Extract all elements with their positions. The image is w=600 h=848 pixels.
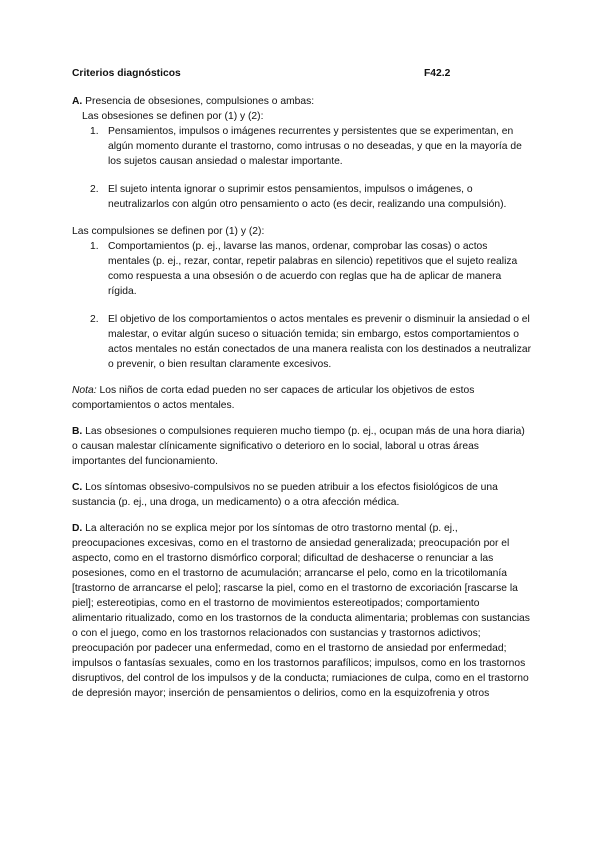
criterion-d-letter: D. — [72, 523, 83, 534]
compulsion-item-1 — [72, 239, 532, 299]
list-number: 2. — [90, 314, 99, 325]
document-page — [72, 60, 532, 701]
criteria-header — [72, 66, 532, 81]
page-title: Criterios diagnósticos — [72, 68, 181, 79]
list-item-text: El objetivo de los comportamientos o actos mentales es prevenir o disminuir la ansiedad o el malestar, o evitar algún suceso o situación temida; sin embargo, estos comportamientos o actos mentales no están conectados de una manera realista con los destinados a neutralizar o prevenir, o bien resultan claramente excesivos. — [108, 314, 532, 370]
list-item-text: Pensamientos, impulsos o imágenes recurrentes y persistentes que se experimentan, en algún momento durante el trastorno, como intrusas o no deseadas, y que en la mayoría de los sujetos causan ansiedad o malestar importante. — [108, 126, 522, 167]
criterion-c-text: Los síntomas obsesivo-compulsivos no se pueden atribuir a los efectos fisiológicos de una sustancia (p. ej., una droga, un medicamento) o a otra afección médica. — [72, 482, 498, 508]
criterion-d-text: La alteración no se explica mejor por los síntomas de otro trastorno mental (p. ej., preocupaciones excesivas, como en el trastorno de ansiedad generalizada; preocupación por el aspecto, como en el trastorno dismórfico corporal; dificultad de deshacerse o renunciar a las posesiones, como en el trastorno de acumulación; arrancarse el pelo, como en la tricotilomanía [trastorno de arrancarse el pelo]; rascarse la piel, como en el trastorno de excoriación [rascarse la piel]; estereotipias, como en el trastorno de movimientos estereotipados; comportamiento alimentario ritualizado, como en los trastornos de la conducta alimentaria; problemas con sustancias o con el juego, como en los trastornos relacionados con sustancias y trastornos adictivos; preocupación por padecer una enfermedad, como en el trastorno de ansiedad por enfermedad; impulsos o fantasías sexuales, como en los trastornos parafílicos; impulsos, como en los trastornos disruptivos, del control de los impulsos y de la conducta; rumiaciones de culpa, como en el trastorno de depresión mayor; inserción de pensamientos o delirios, como en la esquizofrenia y otros — [72, 523, 530, 699]
obsession-item-1 — [72, 124, 532, 169]
criterion-a-intro: Presencia de obsesiones, compulsiones o ambas: — [82, 96, 315, 107]
list-number: 1. — [90, 126, 99, 137]
criterion-a — [72, 94, 532, 109]
obsessions-definition: Las obsesiones se definen por (1) y (2): — [82, 111, 264, 122]
diagnostic-code: F42.2 — [424, 68, 451, 79]
criterion-c-letter: C. — [72, 482, 83, 493]
compulsions-definition: Las compulsiones se definen por (1) y (2): — [72, 226, 265, 237]
criterion-a-letter: A. — [72, 96, 83, 107]
criterion-b-letter: B. — [72, 426, 83, 437]
obsessions-list — [72, 124, 532, 212]
list-item-text: Comportamientos (p. ej., lavarse las manos, ordenar, comprobar las cosas) o actos mentales (p. ej., rezar, contar, repetir palabras en silencio) repetitivos que el sujeto realiza como respuesta a una obsesión o de acuerdo con reglas que ha de aplicar de manera rígida. — [108, 241, 518, 297]
list-number: 1. — [90, 241, 99, 252]
note — [72, 383, 532, 413]
criterion-b-text: Las obsesiones o compulsiones requieren mucho tiempo (p. ej., ocupan más de una hora diaria) o causan malestar clínicamente significativo o deterioro en lo social, laboral u otras áreas importantes del funcionamiento. — [72, 426, 525, 467]
obsession-item-2 — [72, 182, 532, 212]
note-text: Los niños de corta edad pueden no ser capaces de articular los objetivos de estos comportamientos o actos mentales. — [72, 385, 475, 411]
criterion-b — [72, 424, 532, 469]
criterion-d — [72, 521, 532, 701]
list-number: 2. — [90, 184, 99, 195]
list-item-text: El sujeto intenta ignorar o suprimir estos pensamientos, impulsos o imágenes, o neutralizarlos con algún otro pensamiento o acto (es decir, realizando una compulsión). — [108, 184, 507, 210]
compulsions-list — [72, 239, 532, 372]
criterion-c — [72, 480, 532, 510]
compulsion-item-2 — [72, 312, 532, 372]
note-label: Nota: — [72, 385, 97, 396]
